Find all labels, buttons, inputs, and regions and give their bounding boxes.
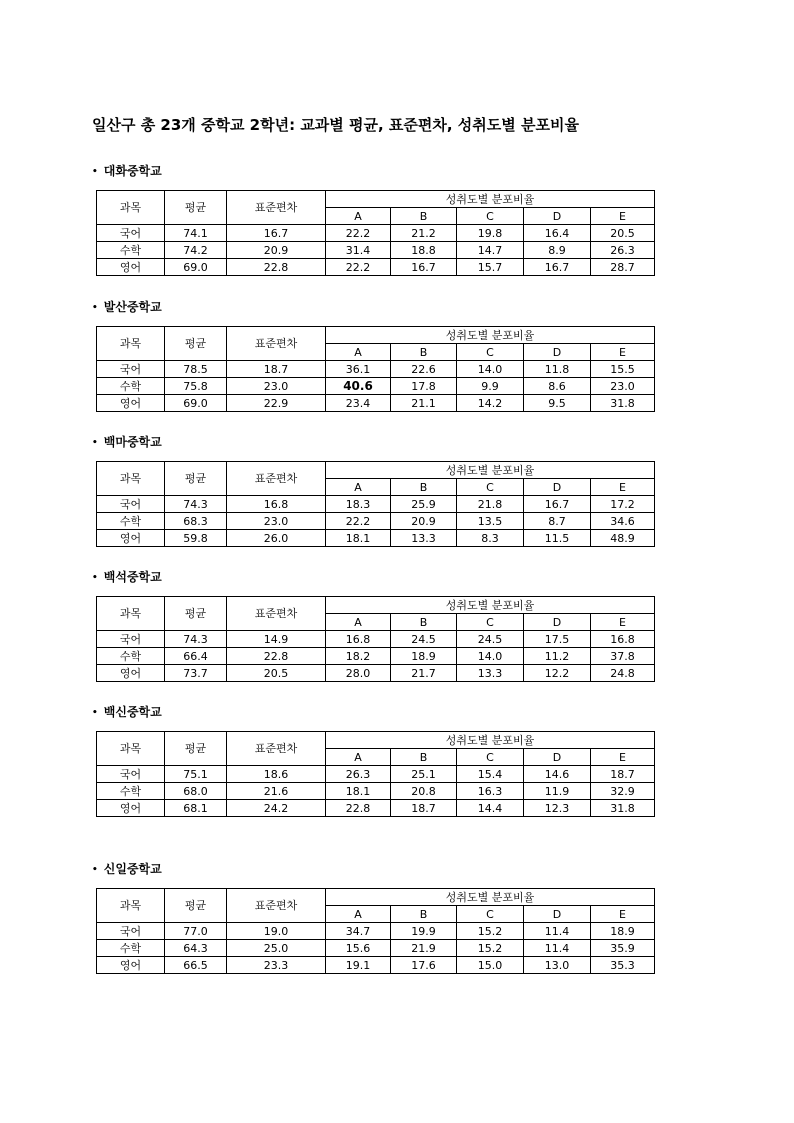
header-stddev: 표준편차 — [227, 327, 326, 361]
school-name: 신일중학교 — [103, 862, 162, 876]
cell-grade-pct: 16.7 — [391, 259, 457, 276]
header-distribution: 성취도별 분포비율 — [326, 462, 655, 479]
cell-grade-pct: 31.8 — [591, 800, 655, 817]
cell-grade-pct: 37.8 — [591, 648, 655, 665]
cell-grade-pct: 28.0 — [326, 665, 391, 682]
table-row — [97, 648, 655, 665]
cell-mean: 69.0 — [165, 259, 227, 276]
header-grade: A — [326, 749, 391, 766]
cell-mean: 74.3 — [165, 496, 227, 513]
cell-grade-pct: 14.4 — [457, 800, 524, 817]
school-name: 백마중학교 — [103, 435, 162, 449]
cell-grade-pct: 22.2 — [326, 513, 391, 530]
cell-grade-pct: 21.1 — [391, 395, 457, 412]
header-stddev: 표준편차 — [227, 732, 326, 766]
table-row — [97, 513, 655, 530]
school-heading — [92, 703, 654, 721]
cell-subject: 영어 — [97, 395, 165, 412]
cell-grade-pct: 12.3 — [524, 800, 591, 817]
cell-subject: 국어 — [97, 923, 165, 940]
school-heading — [92, 162, 654, 180]
header-grade: D — [524, 344, 591, 361]
table-row — [97, 665, 655, 682]
cell-mean: 74.1 — [165, 225, 227, 242]
cell-mean: 75.8 — [165, 378, 227, 395]
cell-grade-pct: 21.7 — [391, 665, 457, 682]
header-grade: A — [326, 906, 391, 923]
cell-stddev: 22.9 — [227, 395, 326, 412]
cell-grade-pct: 18.9 — [391, 648, 457, 665]
school-name: 백신중학교 — [103, 705, 162, 719]
cell-grade-pct: 22.8 — [326, 800, 391, 817]
table-header-row — [97, 597, 655, 614]
table-row — [97, 496, 655, 513]
cell-subject: 국어 — [97, 361, 165, 378]
cell-subject: 수학 — [97, 378, 165, 395]
school-section — [92, 433, 654, 547]
table-row — [97, 783, 655, 800]
cell-stddev: 22.8 — [227, 648, 326, 665]
cell-mean: 64.3 — [165, 940, 227, 957]
cell-grade-pct: 20.9 — [391, 513, 457, 530]
cell-grade-pct: 18.9 — [591, 923, 655, 940]
cell-grade-pct: 18.2 — [326, 648, 391, 665]
cell-grade-pct: 23.4 — [326, 395, 391, 412]
school-name: 대화중학교 — [103, 164, 162, 178]
cell-grade-pct: 24.5 — [391, 631, 457, 648]
header-distribution: 성취도별 분포비율 — [326, 597, 655, 614]
cell-grade-pct: 13.0 — [524, 957, 591, 974]
score-table — [96, 461, 655, 547]
cell-subject: 영어 — [97, 530, 165, 547]
header-grade: E — [591, 614, 655, 631]
cell-grade-pct: 21.8 — [457, 496, 524, 513]
cell-mean: 68.3 — [165, 513, 227, 530]
cell-subject: 수학 — [97, 783, 165, 800]
header-subject: 과목 — [97, 732, 165, 766]
cell-grade-pct: 36.1 — [326, 361, 391, 378]
cell-grade-pct: 11.2 — [524, 648, 591, 665]
cell-subject: 영어 — [97, 259, 165, 276]
bullet-icon: • — [92, 167, 98, 177]
table-row — [97, 631, 655, 648]
cell-subject: 영어 — [97, 957, 165, 974]
score-table — [96, 596, 655, 682]
cell-subject: 수학 — [97, 513, 165, 530]
cell-subject: 수학 — [97, 940, 165, 957]
cell-stddev: 16.7 — [227, 225, 326, 242]
cell-grade-pct: 18.1 — [326, 783, 391, 800]
cell-subject: 국어 — [97, 496, 165, 513]
table-row — [97, 800, 655, 817]
cell-grade-pct: 15.2 — [457, 940, 524, 957]
cell-grade-pct: 40.6 — [326, 378, 391, 395]
cell-grade-pct: 14.2 — [457, 395, 524, 412]
cell-grade-pct: 8.9 — [524, 242, 591, 259]
cell-grade-pct: 19.8 — [457, 225, 524, 242]
cell-grade-pct: 15.7 — [457, 259, 524, 276]
table-row — [97, 957, 655, 974]
cell-grade-pct: 48.9 — [591, 530, 655, 547]
header-grade: B — [391, 208, 457, 225]
cell-stddev: 20.9 — [227, 242, 326, 259]
cell-grade-pct: 16.7 — [524, 259, 591, 276]
header-stddev: 표준편차 — [227, 889, 326, 923]
cell-stddev: 25.0 — [227, 940, 326, 957]
cell-stddev: 24.2 — [227, 800, 326, 817]
cell-subject: 국어 — [97, 766, 165, 783]
cell-grade-pct: 19.9 — [391, 923, 457, 940]
cell-grade-pct: 15.6 — [326, 940, 391, 957]
table-row — [97, 766, 655, 783]
school-section — [92, 298, 654, 412]
cell-stddev: 22.8 — [227, 259, 326, 276]
cell-stddev: 18.7 — [227, 361, 326, 378]
school-section — [92, 568, 654, 682]
cell-grade-pct: 18.8 — [391, 242, 457, 259]
header-subject: 과목 — [97, 327, 165, 361]
cell-stddev: 14.9 — [227, 631, 326, 648]
header-stddev: 표준편차 — [227, 462, 326, 496]
cell-grade-pct: 25.9 — [391, 496, 457, 513]
cell-grade-pct: 18.7 — [591, 766, 655, 783]
cell-grade-pct: 21.2 — [391, 225, 457, 242]
header-grade: D — [524, 749, 591, 766]
cell-grade-pct: 11.9 — [524, 783, 591, 800]
cell-grade-pct: 25.1 — [391, 766, 457, 783]
table-header-row — [97, 732, 655, 749]
cell-stddev: 26.0 — [227, 530, 326, 547]
table-header-row — [97, 327, 655, 344]
table-row — [97, 923, 655, 940]
header-distribution: 성취도별 분포비율 — [326, 732, 655, 749]
cell-grade-pct: 34.7 — [326, 923, 391, 940]
score-table — [96, 326, 655, 412]
cell-stddev: 23.0 — [227, 378, 326, 395]
school-name: 발산중학교 — [103, 300, 162, 314]
header-grade: B — [391, 906, 457, 923]
header-mean: 평균 — [165, 327, 227, 361]
cell-grade-pct: 16.8 — [326, 631, 391, 648]
cell-grade-pct: 13.3 — [457, 665, 524, 682]
cell-grade-pct: 9.9 — [457, 378, 524, 395]
header-subject: 과목 — [97, 462, 165, 496]
cell-grade-pct: 8.6 — [524, 378, 591, 395]
header-mean: 평균 — [165, 191, 227, 225]
header-grade: C — [457, 344, 524, 361]
bullet-icon: • — [92, 865, 98, 875]
bullet-icon: • — [92, 573, 98, 583]
school-name: 백석중학교 — [103, 570, 162, 584]
header-grade: A — [326, 479, 391, 496]
cell-stddev: 23.0 — [227, 513, 326, 530]
cell-grade-pct: 20.5 — [591, 225, 655, 242]
cell-grade-pct: 14.0 — [457, 648, 524, 665]
header-grade: E — [591, 906, 655, 923]
cell-subject: 수학 — [97, 648, 165, 665]
cell-grade-pct: 11.8 — [524, 361, 591, 378]
header-subject: 과목 — [97, 191, 165, 225]
cell-subject: 영어 — [97, 665, 165, 682]
score-table — [96, 888, 655, 974]
table-row — [97, 378, 655, 395]
score-table — [96, 731, 655, 817]
header-mean: 평균 — [165, 597, 227, 631]
cell-grade-pct: 35.9 — [591, 940, 655, 957]
cell-grade-pct: 26.3 — [591, 242, 655, 259]
cell-grade-pct: 24.5 — [457, 631, 524, 648]
cell-grade-pct: 34.6 — [591, 513, 655, 530]
cell-stddev: 21.6 — [227, 783, 326, 800]
header-grade: C — [457, 479, 524, 496]
cell-grade-pct: 31.4 — [326, 242, 391, 259]
header-distribution: 성취도별 분포비율 — [326, 327, 655, 344]
cell-grade-pct: 14.6 — [524, 766, 591, 783]
cell-grade-pct: 18.7 — [391, 800, 457, 817]
cell-grade-pct: 14.0 — [457, 361, 524, 378]
header-grade: A — [326, 208, 391, 225]
table-header-row — [97, 889, 655, 906]
header-grade: A — [326, 614, 391, 631]
cell-grade-pct: 12.2 — [524, 665, 591, 682]
header-grade: D — [524, 208, 591, 225]
cell-mean: 68.1 — [165, 800, 227, 817]
cell-grade-pct: 16.4 — [524, 225, 591, 242]
header-mean: 평균 — [165, 462, 227, 496]
header-subject: 과목 — [97, 889, 165, 923]
cell-grade-pct: 32.9 — [591, 783, 655, 800]
cell-grade-pct: 16.8 — [591, 631, 655, 648]
cell-mean: 66.4 — [165, 648, 227, 665]
table-row — [97, 242, 655, 259]
header-grade: C — [457, 614, 524, 631]
cell-grade-pct: 35.3 — [591, 957, 655, 974]
cell-grade-pct: 8.7 — [524, 513, 591, 530]
school-section — [92, 860, 654, 974]
cell-mean: 74.2 — [165, 242, 227, 259]
cell-mean: 75.1 — [165, 766, 227, 783]
cell-mean: 59.8 — [165, 530, 227, 547]
cell-grade-pct: 16.3 — [457, 783, 524, 800]
cell-grade-pct: 15.4 — [457, 766, 524, 783]
cell-grade-pct: 15.0 — [457, 957, 524, 974]
bullet-icon: • — [92, 438, 98, 448]
header-grade: A — [326, 344, 391, 361]
school-section — [92, 162, 654, 276]
cell-grade-pct: 20.8 — [391, 783, 457, 800]
header-grade: C — [457, 208, 524, 225]
score-table — [96, 190, 655, 276]
cell-grade-pct: 8.3 — [457, 530, 524, 547]
cell-grade-pct: 13.3 — [391, 530, 457, 547]
cell-grade-pct: 17.8 — [391, 378, 457, 395]
cell-stddev: 16.8 — [227, 496, 326, 513]
cell-grade-pct: 26.3 — [326, 766, 391, 783]
cell-mean: 74.3 — [165, 631, 227, 648]
cell-stddev: 19.0 — [227, 923, 326, 940]
school-heading — [92, 860, 654, 878]
cell-grade-pct: 22.2 — [326, 259, 391, 276]
table-header-row — [97, 462, 655, 479]
header-distribution: 성취도별 분포비율 — [326, 191, 655, 208]
cell-subject: 국어 — [97, 631, 165, 648]
cell-subject: 국어 — [97, 225, 165, 242]
cell-grade-pct: 21.9 — [391, 940, 457, 957]
cell-grade-pct: 9.5 — [524, 395, 591, 412]
cell-grade-pct: 17.5 — [524, 631, 591, 648]
cell-mean: 66.5 — [165, 957, 227, 974]
cell-grade-pct: 15.5 — [591, 361, 655, 378]
header-grade: E — [591, 479, 655, 496]
cell-grade-pct: 13.5 — [457, 513, 524, 530]
cell-grade-pct: 23.0 — [591, 378, 655, 395]
cell-mean: 73.7 — [165, 665, 227, 682]
table-row — [97, 940, 655, 957]
header-grade: E — [591, 208, 655, 225]
cell-grade-pct: 28.7 — [591, 259, 655, 276]
cell-grade-pct: 31.8 — [591, 395, 655, 412]
cell-mean: 68.0 — [165, 783, 227, 800]
school-heading — [92, 433, 654, 451]
cell-grade-pct: 11.5 — [524, 530, 591, 547]
school-heading — [92, 298, 654, 316]
table-header-row — [97, 191, 655, 208]
bullet-icon: • — [92, 708, 98, 718]
cell-grade-pct: 24.8 — [591, 665, 655, 682]
header-distribution: 성취도별 분포비율 — [326, 889, 655, 906]
cell-grade-pct: 16.7 — [524, 496, 591, 513]
header-mean: 평균 — [165, 889, 227, 923]
table-row — [97, 361, 655, 378]
header-grade: B — [391, 749, 457, 766]
header-grade: D — [524, 479, 591, 496]
header-stddev: 표준편차 — [227, 191, 326, 225]
cell-grade-pct: 19.1 — [326, 957, 391, 974]
page-title: 일산구 총 23개 중학교 2학년: 교과별 평균, 표준편차, 성취도별 분포비율 — [92, 116, 579, 134]
cell-grade-pct: 17.6 — [391, 957, 457, 974]
table-row — [97, 395, 655, 412]
cell-stddev: 20.5 — [227, 665, 326, 682]
table-row — [97, 259, 655, 276]
school-section — [92, 703, 654, 817]
header-mean: 평균 — [165, 732, 227, 766]
header-grade: B — [391, 344, 457, 361]
header-grade: C — [457, 749, 524, 766]
school-heading — [92, 568, 654, 586]
cell-subject: 영어 — [97, 800, 165, 817]
header-subject: 과목 — [97, 597, 165, 631]
cell-grade-pct: 22.6 — [391, 361, 457, 378]
cell-grade-pct: 17.2 — [591, 496, 655, 513]
header-grade: E — [591, 749, 655, 766]
header-grade: D — [524, 906, 591, 923]
cell-mean: 69.0 — [165, 395, 227, 412]
header-grade: D — [524, 614, 591, 631]
cell-subject: 수학 — [97, 242, 165, 259]
cell-grade-pct: 14.7 — [457, 242, 524, 259]
cell-mean: 78.5 — [165, 361, 227, 378]
cell-stddev: 18.6 — [227, 766, 326, 783]
header-grade: E — [591, 344, 655, 361]
cell-stddev: 23.3 — [227, 957, 326, 974]
bullet-icon: • — [92, 303, 98, 313]
header-stddev: 표준편차 — [227, 597, 326, 631]
cell-grade-pct: 15.2 — [457, 923, 524, 940]
header-grade: B — [391, 614, 457, 631]
cell-grade-pct: 22.2 — [326, 225, 391, 242]
cell-grade-pct: 18.3 — [326, 496, 391, 513]
header-grade: B — [391, 479, 457, 496]
header-grade: C — [457, 906, 524, 923]
table-row — [97, 225, 655, 242]
table-row — [97, 530, 655, 547]
cell-grade-pct: 11.4 — [524, 923, 591, 940]
cell-grade-pct: 11.4 — [524, 940, 591, 957]
cell-mean: 77.0 — [165, 923, 227, 940]
cell-grade-pct: 18.1 — [326, 530, 391, 547]
